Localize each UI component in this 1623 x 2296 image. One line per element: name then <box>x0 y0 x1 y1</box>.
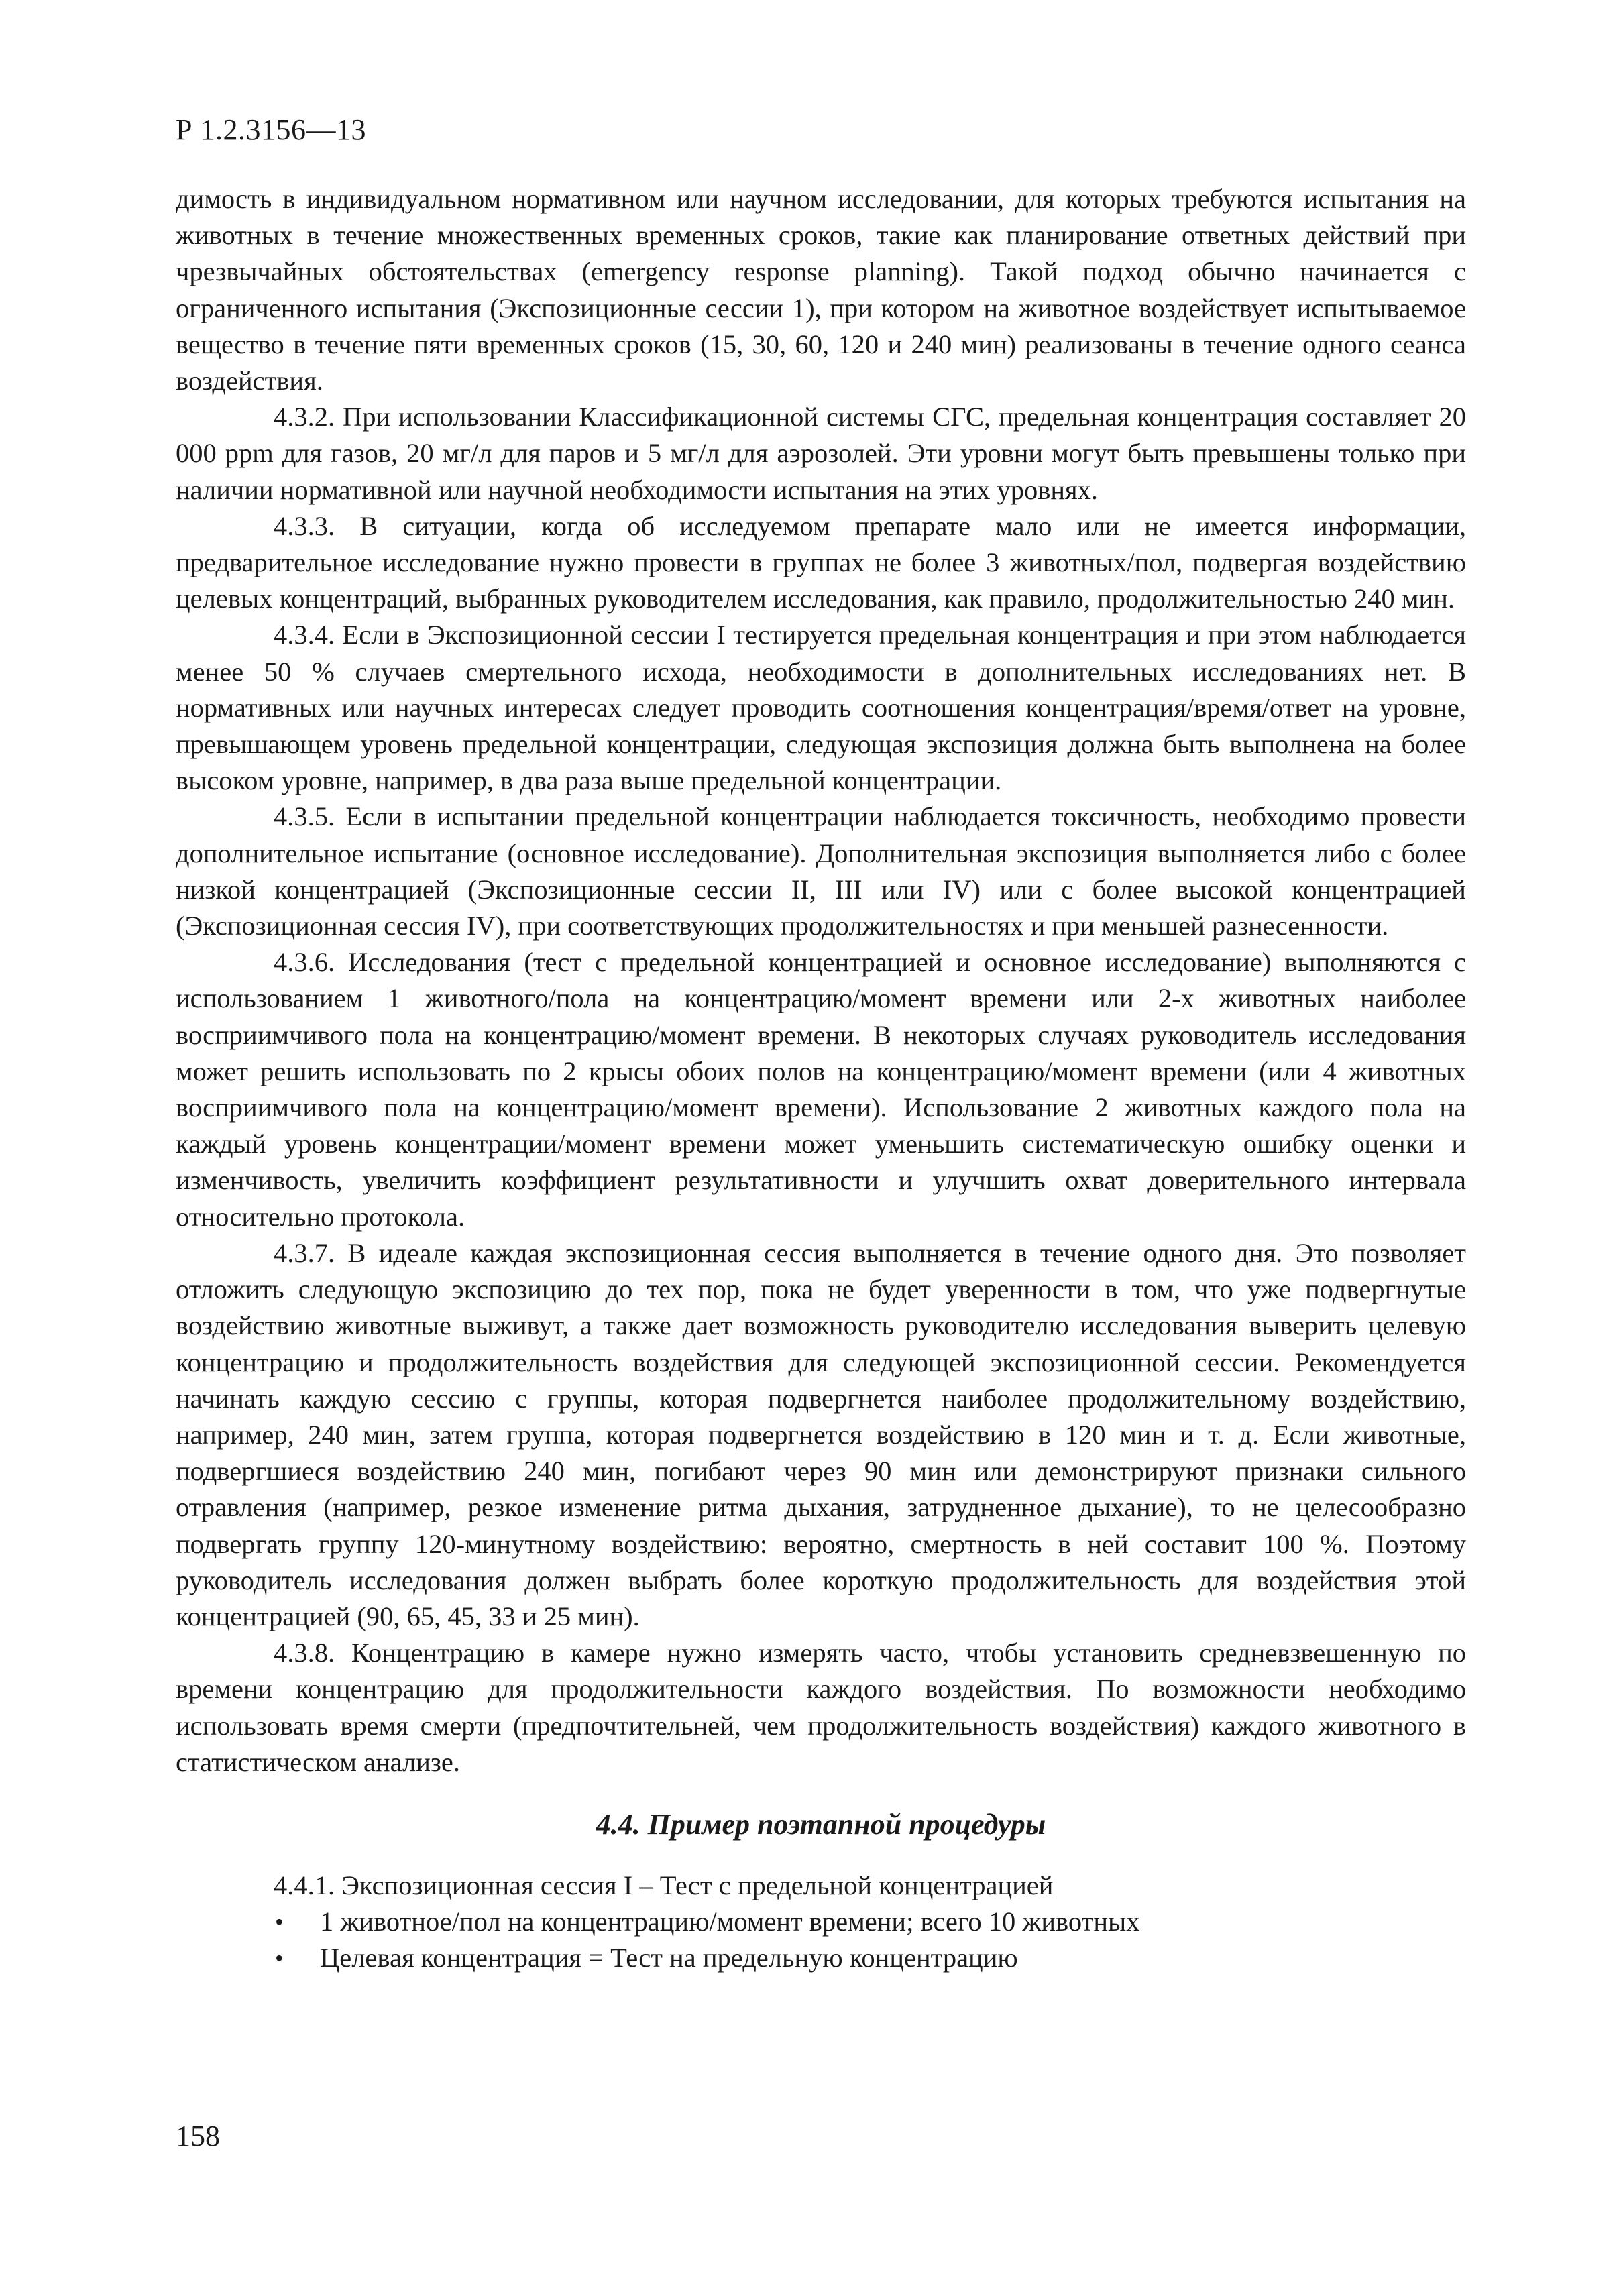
list-item-text: Целевая концентрация = Тест на предельную концентрацию <box>320 1943 1018 1973</box>
paragraph-4-3-6: 4.3.6. Исследования (тест с предельной концентрацией и основное исследование) выполняются с использованием 1 животного/пола на концентрацию/момент времени или 2-х животных наиболее восприимчивого пола на концентрацию/момент времени. В некоторых случаях руководитель исследования может решить использовать по 2 крысы обоих полов на концентрацию/момент времени (или 4 животных восприимчивого пола на концентрацию/момент времени). Использование 2 животных каждого пола на каждый уровень концентрации/момент времени может уменьшить систематическую ошибку оценки и изменчивость, увеличить коэффициент результативности и улучшить охват доверительного интервала относительно протокола. <box>176 947 1466 1232</box>
document-body <box>176 181 1466 1977</box>
list-item <box>176 1904 1466 1940</box>
page-number: 158 <box>176 2120 220 2152</box>
section-heading-4-4: 4.4. Пример поэтапной процедуры <box>596 1807 1046 1841</box>
paragraph-4-3-5: 4.3.5. Если в испытании предельной концентрации наблюдается токсичность, необходимо провести дополнительное испытание (основное исследование). Дополнительная экспозиция выполняется либо с более низкой концентрацией (Экспозиционные сессии II, III или IV) или с более высокой концентрацией (Экспозиционная сессия IV), при соответствующих продолжительностях и при меньшей разнесенности. <box>176 801 1466 941</box>
bullet-icon: • <box>275 1945 284 1972</box>
document-code-header: Р 1.2.3156—13 <box>176 113 366 146</box>
list-item-text: 1 животное/пол на концентрацию/момент времени; всего 10 животных <box>320 1906 1140 1937</box>
list-item <box>176 1940 1466 1976</box>
bullet-list <box>176 1904 1466 1976</box>
paragraph-4-3-2: 4.3.2. При использовании Классификационной системы СГС, предельная концентрация составляет 20 000 ppm для газов, 20 мг/л для паров и 5 мг/л для аэрозолей. Эти уровни могут быть превышены только при наличии нормативной или научной необходимости испытания на этих уровнях. <box>176 402 1466 505</box>
paragraph-4-3-4: 4.3.4. Если в Экспозиционной сессии I тестируется предельная концентрация и при этом наблюдается менее 50 % случаев смертельного исхода, необходимости в дополнительных исследованиях нет. В нормативных или научных интересах следует проводить соотношения концентрация/время/ответ на уровне, превышающем уровень предельной концентрации, следующая экспозиция должна быть выполнена на более высоком уровне, например, в два раза выше предельной концентрации. <box>176 620 1466 796</box>
paragraph-4-3-3: 4.3.3. В ситуации, когда об исследуемом препарате мало или не имеется информации, предварительное исследование нужно провести в группах не более 3 животных/пол, подвергая воздействию целевых концентраций, выбранных руководителем исследования, как правило, продолжительностью 240 мин. <box>176 510 1466 614</box>
session-line-4-4-1: 4.4.1. Экспозиционная сессия I – Тест с предельной концентрацией <box>274 1870 1054 1900</box>
paragraph-4-3-7: 4.3.7. В идеале каждая экспозиционная сессия выполняется в течение одного дня. Это позволяет отложить следующую экспозицию до тех пор, пока не будет уверенности в том, что уже подвергнутые воздействию животные выживут, а также дает возможность руководителю исследования выверить целевую концентрацию и продолжительность воздействия для следующей экспозиционной сессии. Рекомендуется начинать каждую сессию с группы, которая подвергнется наиболее продолжительному воздействию, например, 240 мин, затем группа, которая подвергнется воздействию в 120 мин и т. д. Если животные, подвергшиеся воздействию 240 мин, погибают через 90 мин или демонстрируют признаки сильного отравления (например, резкое изменение ритма дыхания, затрудненное дыхание), то не целесообразно подвергать группу 120-минутному воздействию: вероятно, смертность в ней составит 100 %. Поэтому руководитель исследования должен выбрать более короткую продолжительность для воздействия этой концентрацией (90, 65, 45, 33 и 25 мин). <box>176 1237 1466 1631</box>
paragraph-continuation: димость в индивидуальном нормативном или научном исследовании, для которых требуются испытания на животных в течение множественных временных сроков, такие как планирование ответных действий при чрезвычайных обстоятельствах (emergency response planning). Такой подход обычно начинается с ограниченного испытания (Экспозиционные сессии 1), при котором на животное воздействует испытываемое вещество в течение пяти временных сроков (15, 30, 60, 120 и 240 мин) реализованы в течение одного сеанса воздействия. <box>176 184 1466 396</box>
paragraph-4-3-8: 4.3.8. Концентрацию в камере нужно измерять часто, чтобы установить средневзвешенную по времени концентрацию для продолжительности каждого воздействия. По возможности необходимо использовать время смерти (предпочтительней, чем продолжительность воздействия) каждого животного в статистическом анализе. <box>176 1638 1466 1777</box>
bullet-icon: • <box>275 1908 284 1936</box>
